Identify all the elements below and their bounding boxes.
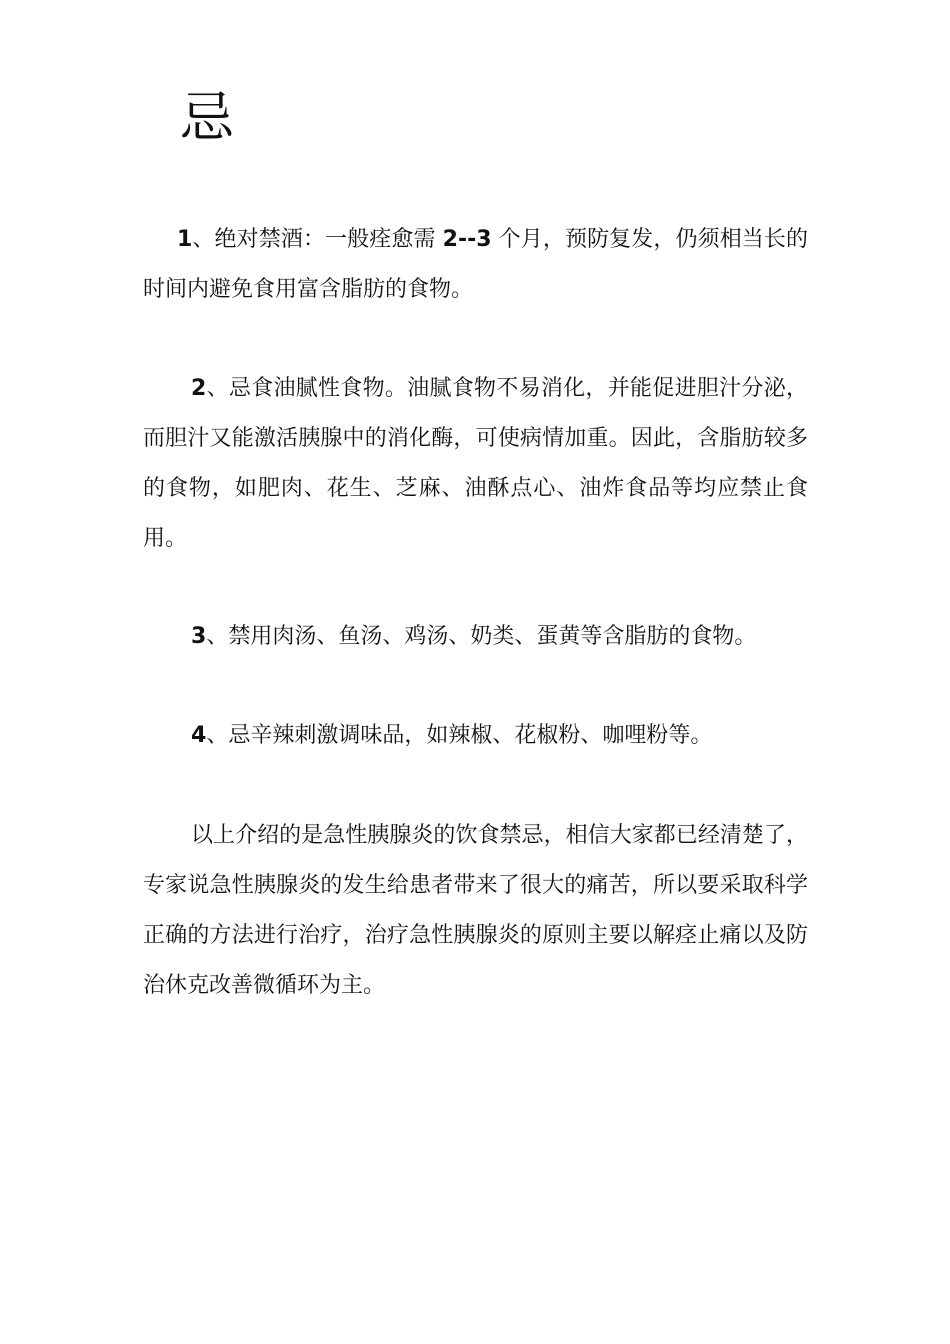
item-4-separator: 、 xyxy=(206,723,229,748)
item-1-separator: 、 xyxy=(192,227,215,252)
item-3-text: 禁用肉汤、鱼汤、鸡汤、奶类、蛋黄等含脂肪的食物。 xyxy=(228,624,757,649)
item-1-duration: 2--3 xyxy=(442,227,492,252)
item-3-paragraph xyxy=(143,612,808,662)
item-1-text-a: 绝对禁酒：一般痊愈需 xyxy=(214,227,443,252)
item-2-number: 2 xyxy=(191,376,207,401)
item-1-text-b: 个月，预防复发，仍须相当长的时间内避免食用富含脂肪的食物。 xyxy=(143,227,808,302)
item-4-number: 4 xyxy=(191,723,207,748)
item-2-paragraph xyxy=(143,364,808,564)
item-1-number: 1 xyxy=(177,227,193,252)
item-2-text: 忌食油腻性食物。油腻食物不易消化，并能促进胆汁分泌，而胆汁又能激活胰腺中的消化酶，可使病情加重。因此，含脂肪较多的食物，如肥肉、花生、芝麻、油酥点心、油炸食品等均应禁止食用。 xyxy=(143,376,808,551)
page-heading: 忌 xyxy=(180,86,234,149)
item-2-separator: 、 xyxy=(206,376,229,401)
item-4-text: 忌辛辣刺激调味品，如辣椒、花椒粉、咖哩粉等。 xyxy=(228,723,713,748)
item-1-paragraph xyxy=(143,215,808,315)
item-3-number: 3 xyxy=(191,624,207,649)
item-3-separator: 、 xyxy=(206,624,229,649)
summary-paragraph: 以上介绍的是急性胰腺炎的饮食禁忌，相信大家都已经清楚了，专家说急性胰腺炎的发生给患者带来了很大的痛苦，所以要采取科学正确的方法进行治疗，治疗急性胰腺炎的原则主要以解痉止痛以及防治休克改善微循环为主。 xyxy=(143,823,808,998)
item-4-paragraph xyxy=(143,711,808,761)
